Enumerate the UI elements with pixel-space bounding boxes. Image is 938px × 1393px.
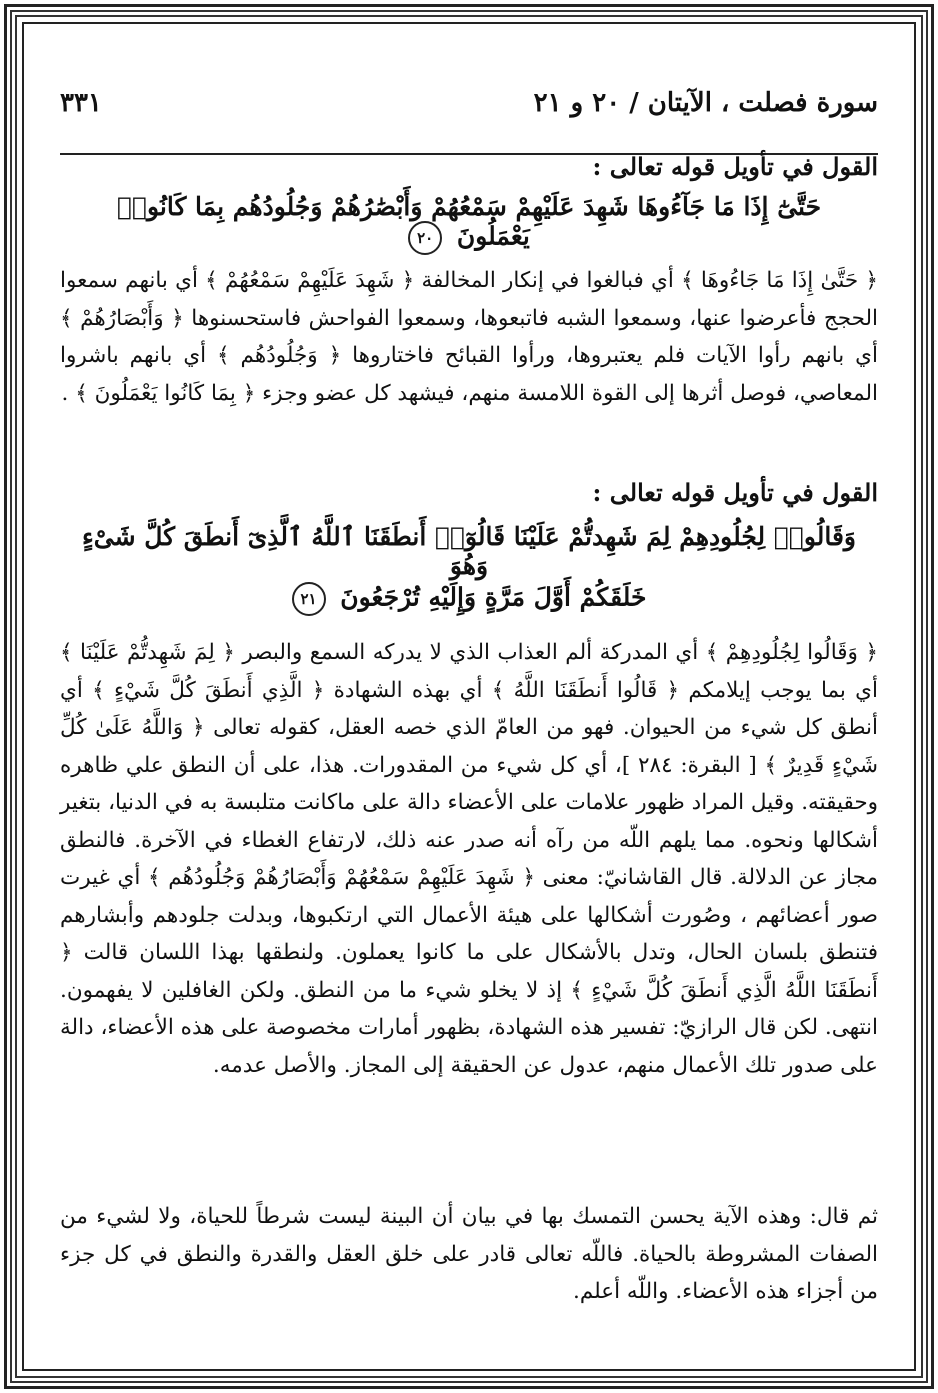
- commentary-text: ﴿ وَقَالُوا لِجُلُودِهِمْ ﴾ أي المدركة ألم العذاب الذي لا يدركه السمع والبصر ﴿ لِمَ شَهِدتُّمْ عَلَيْنَا ﴾ أي بما يوجب إيلامكم ﴿ قَالُوا أَنطَقَنَا اللَّهُ ﴾ أي بهذه الشهادة ﴿ الَّذِي أَنطَقَ كُلَّ شَيْءٍ ﴾ أي أنطق كل شيء من الحيوان. فهو من العامّ الذي خصه العقل، كقوله تعالى ﴿ وَاللَّهُ عَلَىٰ كُلِّ شَيْءٍ قَدِيرٌ ﴾ [ البقرة: ٢٨٤ ]، أي كل شيء من المقدورات. هذا، على أن النطق علي ظاهره وحقيقته. وقيل المراد ظهور علامات على الأعضاء دالة على ماكانت متلبسة به في الدنيا، بتغير أشكالها ونحوه. مما يلهم اللّه من رآه أنه صدر عنه ذلك، لارتفاع الغطاء في الآخرة. فالنطق مجاز عن الدلالة. قال القاشانيّ: معنى ﴿ شَهِدَ عَلَيْهِمْ سَمْعُهُمْ وَأَبْصَارُهُمْ وَجُلُودُهُم ﴾ أي غيرت صور أعضائهم ، وصُورت أشكالها على هيئة الأعمال التي ارتكبوها، وبدلت جلودهم وأبشارهم فتنطق بلسان الحال، وتدل بالأشكال على ما كانوا يعملون. ولنطقها بهذا اللسان قالت ﴿ أَنطَقَنَا اللَّهُ الَّذِي أَنطَقَ كُلَّ شَيْءٍ ﴾ إذ لا يخلو شيء ما من النطق. ولكن الغافلين لا يفهمون. انتهى. لكن قال الرازيّ: تفسير هذه الشهادة، بظهور أمارات مخصوصة على هذه الأعضاء، دالة على صدور تلك الأعمال منهم، عدول عن الحقيقة إلى المجاز. والأصل عدمه.: [60, 640, 878, 1078]
- book-page: [60, 60, 878, 1350]
- verse-21-text-line-1: وَقَالُوا۟ لِجُلُودِهِمْ لِمَ شَهِدتُّمْ عَلَيْنَا قَالُوٓا۟ أَنطَقَنَا ٱللَّهُ ٱلَّذِىٓ أَنطَقَ كُلَّ شَىْءٍ وَهُوَ: [81, 522, 857, 580]
- section-heading-2: القول في تأويل قوله تعالى :: [592, 478, 878, 507]
- verse-21-line-1: [80, 522, 858, 580]
- verse-20: [80, 192, 858, 255]
- closing-paragraph: [60, 1198, 878, 1311]
- page-number: ٣٣١: [60, 88, 102, 118]
- ayah-number-marker: ٢٠: [408, 221, 442, 255]
- commentary-verse-20: [60, 262, 878, 412]
- running-title: سورة فصلت ، الآيتان / ٢٠ و ٢١: [533, 88, 878, 118]
- verse-20-text: حَتَّىٰٓ إِذَا مَا جَآءُوهَا شَهِدَ عَلَيْهِمْ سَمْعُهُمْ وَأَبْصَٰرُهُمْ وَجُلُودُهُم بِمَا كَانُوا۟ يَعْمَلُونَ: [116, 192, 822, 251]
- commentary-text: ﴿ حَتَّىٰ إِذَا مَا جَاءُوهَا ﴾ أي فبالغوا في إنكار المخالفة ﴿ شَهِدَ عَلَيْهِمْ سَمْعُهُمْ ﴾ أي بانهم سمعوا الحجج فأعرضوا عنها، وسمعوا الشبه فاتبعوها، وسمعوا الفواحش فاستحسنوها ﴿ وَأَبْصَارُهُمْ ﴾ أي بانهم رأوا الآيات فلم يعتبروها، ورأوا القبائح فاختاروها ﴿ وَجُلُودُهُم ﴾ أي بانهم باشروا المعاصي، فوصل أثرها إلى القوة اللامسة منهم، فيشهد كل عضو وجزء ﴿ بِمَا كَانُوا يَعْمَلُونَ ﴾ .: [60, 268, 878, 406]
- commentary-verse-21: [60, 634, 878, 1084]
- closing-text: ثم قال: وهذه الآية يحسن التمسك بها في بيان أن البينة ليست شرطاً للحياة، ولا لشيء من الصفات المشروطة بالحياة. فاللّه تعالى قادر على خلق العقل والقدرة والنطق في كل جزء من أجزاء هذه الأعضاء. واللّه أعلم.: [60, 1204, 878, 1304]
- running-head: [60, 88, 878, 128]
- ayah-number-marker: ٢١: [292, 582, 326, 616]
- section-heading-1: القول في تأويل قوله تعالى :: [592, 152, 878, 181]
- verse-21-line-2: [80, 582, 858, 616]
- verse-21-text-line-2: خَلَقَكُمْ أَوَّلَ مَرَّةٍ وَإِلَيْهِ تُرْجَعُونَ: [340, 582, 647, 612]
